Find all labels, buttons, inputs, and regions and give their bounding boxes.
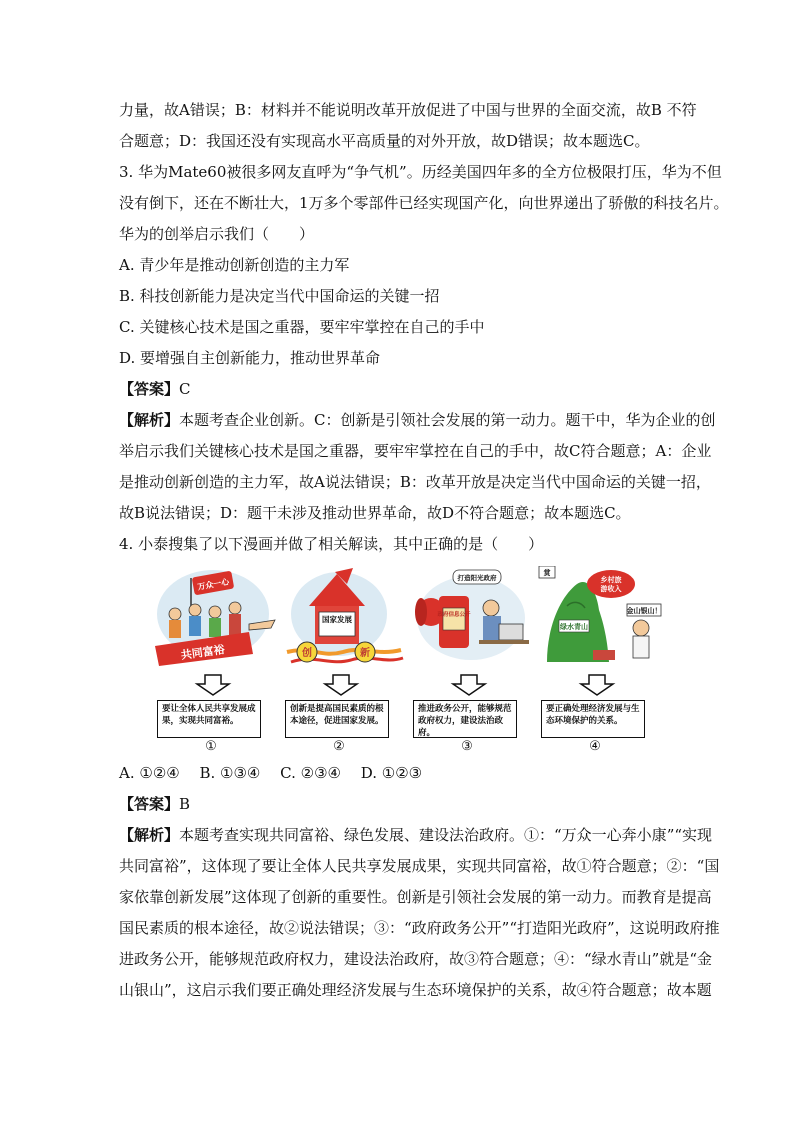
answer-line <box>119 789 689 820</box>
analysis-line: 进政务公开，能够规范政府权力，建设法治政府，故③符合题意；④：“绿水青山”就是“金 <box>119 950 713 968</box>
tray-label-line: 游收入 <box>600 585 622 593</box>
comic-strip <box>119 566 689 754</box>
question-3-stem: 华为的创举启示我们（ ） <box>119 225 315 243</box>
wheel-label-2: 新 <box>360 648 370 659</box>
house-label: 国家发展 <box>322 615 352 624</box>
comic-number: ② <box>333 739 345 754</box>
banner-label: 共同富裕 <box>180 643 226 663</box>
text-line: 力量，故A错误；B：材料并不能说明改革开放促进了中国与世界的全面交流，故B 不符 <box>119 101 697 119</box>
analysis-line: 家依靠创新发展”这体现了创新的重要性。创新是引领社会发展的第一动力。而教育是提高 <box>119 888 712 906</box>
comic-caption: 要让全体人民共享发展成果，实现共同富裕。 <box>157 700 261 738</box>
comic-number: ① <box>205 739 217 754</box>
mountain-label: 绿水青山 <box>560 623 588 631</box>
option-c: C. 关键核心技术是国之重器，要牢牢掌控在自己的手中 <box>119 318 485 336</box>
down-arrow-icon <box>321 674 361 696</box>
option-a: A. 青少年是推动创新创造的主力军 <box>119 256 350 274</box>
comic-number: ④ <box>589 739 601 754</box>
comic-number: ③ <box>461 739 473 754</box>
answer-value: B <box>179 795 191 813</box>
answer-line <box>119 374 689 405</box>
comic-panel-3 <box>409 566 535 754</box>
tray-label-line: 乡村旅 <box>600 576 622 584</box>
sign-label: 金山银山！ <box>626 607 662 615</box>
wheel-label-1: 创 <box>302 648 312 659</box>
option-d: D. 要增强自主创新能力，推动世界革命 <box>119 349 381 367</box>
analysis-tag: 【解析】 <box>119 411 180 429</box>
comic-panel-2 <box>281 566 407 754</box>
comic-panel-1 <box>153 566 279 754</box>
comic-open-government-image <box>409 566 535 672</box>
speech-bubble-label: 打造阳光政府 <box>457 574 497 582</box>
analysis-line: 举启示我们关键核心技术是国之重器，要牢牢掌控在自己的手中，故C符合题意；A：企业 <box>119 442 712 460</box>
flag-label: 万众一心 <box>196 577 230 592</box>
answer-value: C <box>179 380 191 398</box>
question-4-options: A. ①②④ B. ①③④ C. ②③④ D. ①②③ <box>119 764 423 782</box>
shout-label: 赏 <box>543 569 551 577</box>
answer-tag: 【答案】 <box>119 795 180 813</box>
analysis-text: 本题考查实现共同富裕、绿色发展、建设法治政府。①：“万众一心奔小康”“实现 <box>179 826 713 844</box>
comic-green-mountains-image <box>537 566 663 672</box>
analysis-line: 故B说法错误；D：题干未涉及推动世界革命，故D不符合题意；故本题选C。 <box>119 504 631 522</box>
analysis-line: 山银山”，这启示我们要正确处理经济发展与生态环境保护的关系，故④符合题意；故本题 <box>119 981 712 999</box>
question-3-stem: 3. 华为Mate60被很多网友直呼为“争气机”。历经美国四年多的全方位极限打压，华为不但 <box>119 163 722 181</box>
drum-label: 政府信息公开 <box>437 612 471 618</box>
comic-common-prosperity-image <box>153 566 279 672</box>
analysis-line: 国民素质的根本途径，故②说法错误；③：“政府政务公开”“打造阳光政府”，这说明政府推 <box>119 919 720 937</box>
answer-tag: 【答案】 <box>119 380 180 398</box>
down-arrow-icon <box>193 674 233 696</box>
option-b: B. 科技创新能力是决定当代中国命运的关键一招 <box>119 287 440 305</box>
down-arrow-icon <box>449 674 489 696</box>
analysis-line <box>119 405 716 436</box>
comic-caption: 要正确处理经济发展与生态环境保护的关系。 <box>541 700 645 738</box>
comic-caption: 创新是提高国民素质的根本途径，促进国家发展。 <box>285 700 389 738</box>
analysis-tag: 【解析】 <box>119 826 180 844</box>
down-arrow-icon <box>577 674 617 696</box>
analysis-line: 是推动创新创造的主力军，故A说法错误；B：改革开放是决定当代中国命运的关键一招， <box>119 473 711 491</box>
document-page <box>119 95 729 1006</box>
comic-caption: 推进政务公开，能够规范政府权力，建设法治政府。 <box>413 700 517 738</box>
comic-innovation-image <box>281 566 407 672</box>
comic-panel-4 <box>537 566 663 754</box>
text-line: 合题意；D：我国还没有实现高水平高质量的对外开放，故D错误；故本题选C。 <box>119 132 650 150</box>
question-4-stem: 4. 小泰搜集了以下漫画并做了相关解读，其中正确的是（ ） <box>119 535 544 553</box>
analysis-line: 共同富裕”，这体现了要让全体人民共享发展成果，实现共同富裕，故①符合题意；②：“国 <box>119 857 720 875</box>
analysis-text: 本题考查企业创新。C：创新是引领社会发展的第一动力。题干中，华为企业的创 <box>179 411 716 429</box>
question-3-stem: 没有倒下，还在不断壮大，1万多个零部件已经实现国产化，向世界递出了骄傲的科技名片。 <box>119 194 729 212</box>
analysis-line <box>119 820 713 851</box>
